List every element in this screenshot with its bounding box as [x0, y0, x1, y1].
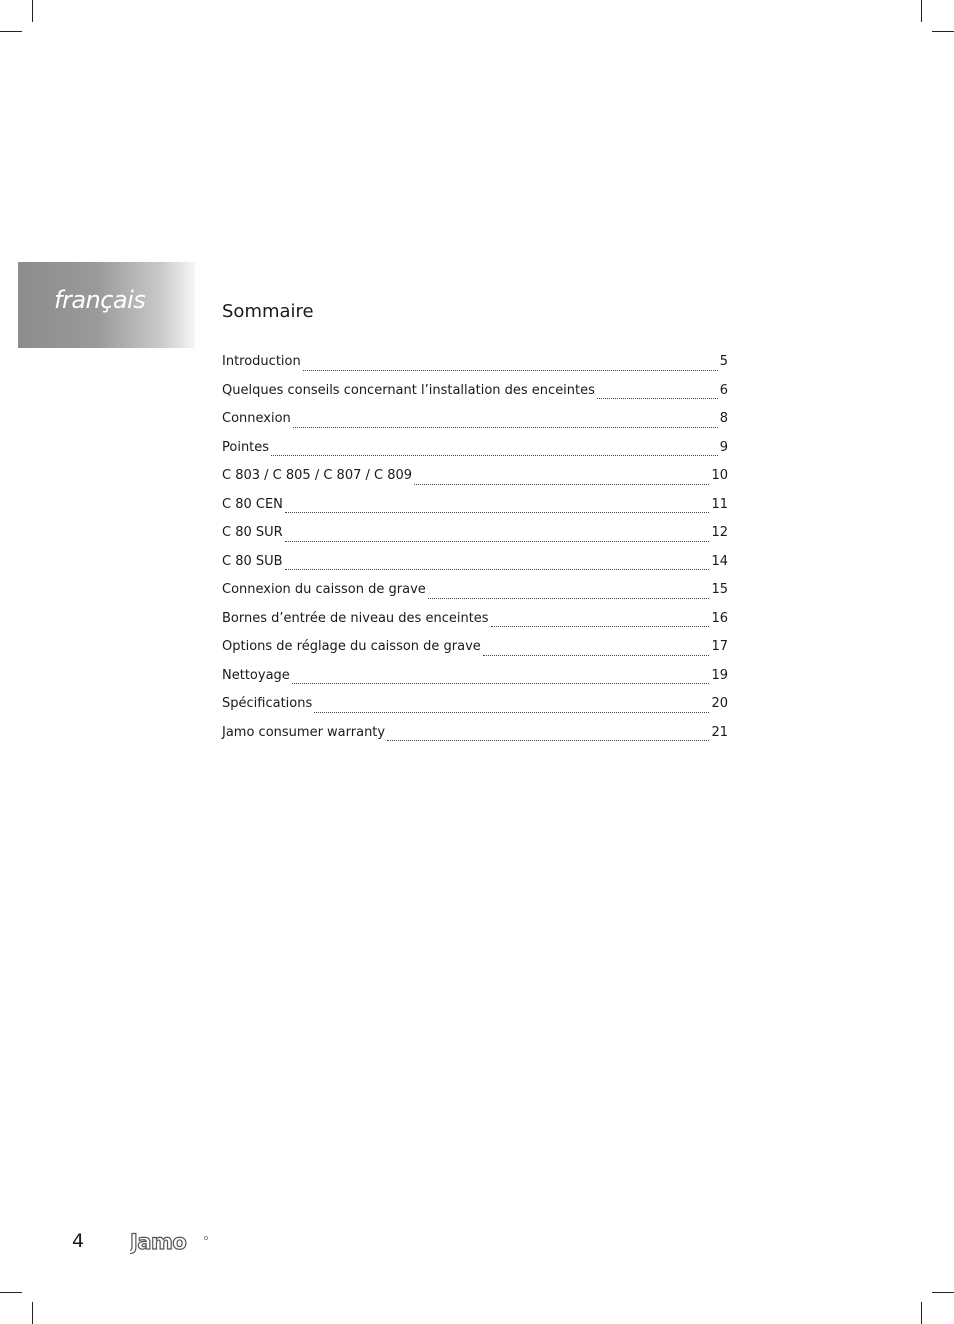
toc-entry-label: C 803 / C 805 / C 807 / C 809: [222, 468, 413, 483]
toc-entry-label: C 80 SUR: [222, 525, 283, 540]
toc-entry-label: C 80 SUB: [222, 553, 283, 569]
toc-entry-page: 5: [719, 354, 728, 369]
toc-leader: [292, 682, 710, 684]
crop-mark-top-left-v: [32, 0, 33, 22]
toc-entry[interactable]: [222, 468, 728, 497]
toc-entry-page: 20: [711, 696, 728, 711]
jamo-logo: [130, 1230, 210, 1254]
toc-entry[interactable]: [222, 525, 728, 554]
toc-entry-label: Nettoyage: [222, 667, 290, 683]
toc-entry-page: 8: [719, 411, 728, 426]
toc-leader: [387, 739, 709, 741]
toc-leader: [303, 369, 718, 371]
language-label: français: [54, 286, 146, 314]
toc-entry-page: 10: [711, 468, 728, 483]
page-number: 4: [72, 1230, 85, 1252]
crop-mark-top-right-h: [932, 31, 954, 32]
toc-entry-page: 9: [719, 439, 728, 455]
toc-entry[interactable]: [222, 554, 728, 583]
toc-entry[interactable]: [222, 383, 728, 412]
toc-entry[interactable]: [222, 440, 728, 469]
toc-entry[interactable]: [222, 611, 728, 640]
toc-entry-page: 16: [711, 610, 728, 626]
toc-leader: [483, 654, 710, 656]
toc-entry[interactable]: [222, 725, 728, 754]
crop-mark-bottom-left-v: [32, 1302, 33, 1324]
crop-mark-top-left-h: [0, 31, 22, 32]
toc-entry[interactable]: [222, 582, 728, 611]
toc-entry[interactable]: [222, 411, 728, 440]
toc-leader: [314, 711, 709, 713]
toc-list: [222, 354, 728, 753]
toc-title: Sommaire: [222, 301, 314, 322]
toc-entry-label: Connexion: [222, 411, 291, 426]
toc-entry-label: Options de réglage du caisson de grave: [222, 639, 481, 654]
toc-entry-page: 17: [711, 639, 728, 654]
crop-mark-top-right-v: [921, 0, 922, 22]
toc-leader: [285, 568, 710, 570]
toc-leader: [293, 426, 718, 428]
toc-leader: [271, 454, 718, 456]
toc-entry-label: Spécifications: [222, 696, 313, 711]
toc-entry-label: C 80 CEN: [222, 496, 283, 512]
toc-leader: [414, 483, 709, 485]
svg-text:Jamo: Jamo: [130, 1230, 187, 1254]
toc-entry-label: Connexion du caisson de grave: [222, 582, 426, 597]
crop-mark-bottom-right-v: [921, 1302, 922, 1324]
toc-entry[interactable]: [222, 668, 728, 697]
toc-entry-page: 6: [719, 382, 728, 398]
toc-entry[interactable]: [222, 696, 728, 725]
toc-entry-page: 12: [711, 525, 728, 540]
toc-leader: [428, 597, 710, 599]
toc-leader: [491, 625, 710, 627]
toc-entry-label: Quelques conseils concernant l’installation des enceintes: [222, 382, 595, 398]
toc-entry-page: 11: [711, 496, 728, 512]
toc-entry-page: 14: [711, 553, 728, 569]
toc-entry-label: Jamo consumer warranty: [222, 724, 386, 740]
toc-leader: [597, 397, 718, 399]
toc-leader: [285, 511, 710, 513]
toc-entry-page: 19: [711, 667, 728, 683]
toc-entry-page: 15: [711, 582, 728, 597]
crop-mark-bottom-left-h: [0, 1292, 22, 1293]
toc-entry[interactable]: [222, 354, 728, 383]
language-tab: [18, 262, 195, 348]
toc-entry-label: Pointes: [222, 439, 270, 455]
toc-entry-label: Bornes d’entrée de niveau des enceintes: [222, 610, 489, 626]
toc-entry-page: 21: [711, 724, 728, 740]
toc-entry-label: Introduction: [222, 354, 301, 369]
toc-entry[interactable]: [222, 639, 728, 668]
toc-leader: [285, 540, 710, 542]
crop-mark-bottom-right-h: [932, 1292, 954, 1293]
toc-entry[interactable]: [222, 497, 728, 526]
